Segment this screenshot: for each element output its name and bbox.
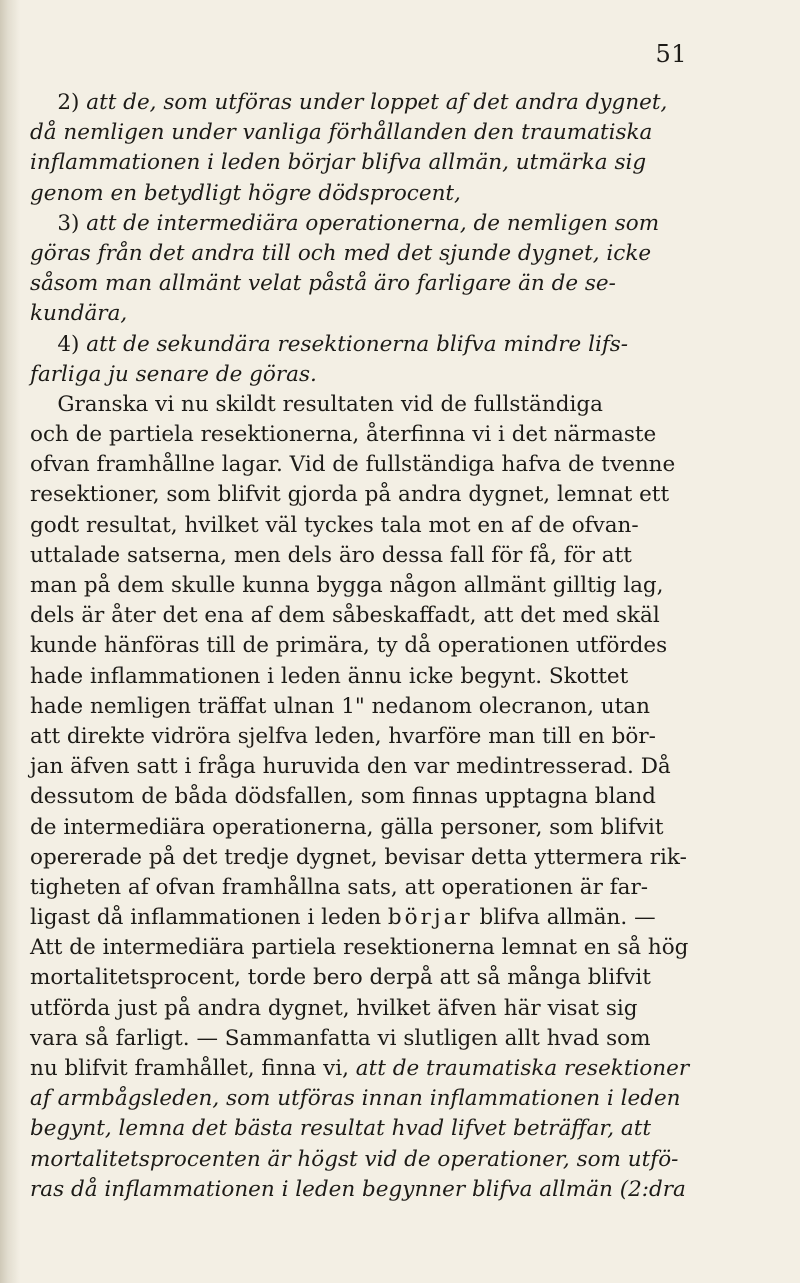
text-line bbox=[30, 601, 702, 631]
text-line bbox=[30, 1114, 702, 1144]
text-line bbox=[30, 662, 702, 692]
body-text bbox=[30, 88, 702, 1205]
text-segment: att direkte vidröra sjelfva leden, hvarföre man till en bör- bbox=[30, 723, 656, 749]
text-line bbox=[30, 420, 702, 450]
text-segment: mortalitetsprocenten är högst vid de operationer, som utfö- bbox=[30, 1146, 679, 1172]
text-segment: 3) bbox=[30, 210, 87, 236]
page-number: 51 bbox=[655, 40, 687, 68]
text-segment: tigheten af ofvan framhållna sats, att operationen är far- bbox=[30, 874, 649, 900]
text-line bbox=[30, 903, 702, 933]
text-line bbox=[30, 118, 702, 148]
text-line bbox=[30, 933, 702, 963]
text-line bbox=[30, 1054, 702, 1084]
text-segment: 2) bbox=[30, 90, 87, 115]
text-line bbox=[30, 571, 702, 601]
text-line bbox=[30, 813, 702, 843]
text-segment: såsom man allmänt velat påstå äro farligare än de se- bbox=[30, 271, 616, 297]
page-gutter-shadow bbox=[0, 0, 20, 1283]
text-line bbox=[30, 88, 702, 118]
text-segment: godt resultat, hvilket väl tyckes tala mot en af de ofvan- bbox=[30, 512, 639, 538]
text-segment: begynt, lemna det bästa resultat hvad lifvet beträffar, att bbox=[30, 1116, 652, 1142]
text-line bbox=[30, 722, 702, 752]
text-segment: vara så farligt. — Sammanfatta vi slutligen allt hvad som bbox=[30, 1025, 651, 1051]
text-segment: dels är åter det ena af dem såbeskaffadt, att det med skäl bbox=[30, 603, 660, 629]
text-segment: ras då inflammationen i leden begynner blifva allmän (2:dra bbox=[30, 1176, 686, 1202]
text-line bbox=[30, 511, 702, 541]
text-segment: nu blifvit framhållet, finna vi, bbox=[30, 1056, 356, 1081]
text-segment: mortalitetsprocent, torde bero derpå att så många blifvit bbox=[30, 965, 651, 991]
text-segment: uttalade satserna, men dels äro dessa fall för få, för att bbox=[30, 542, 632, 568]
text-segment: ofvan framhållne lagar. Vid de fullständiga hafva de tvenne bbox=[30, 452, 676, 478]
text-segment: jan äfven satt i fråga huruvida den var medintresserad. Då bbox=[30, 754, 671, 780]
text-line bbox=[30, 963, 702, 993]
text-line bbox=[30, 209, 702, 239]
text-line bbox=[30, 541, 702, 571]
text-line bbox=[30, 480, 702, 510]
text-segment: farliga ju senare de göras. bbox=[30, 361, 317, 387]
text-line bbox=[30, 752, 702, 782]
text-segment: att de intermediära operationerna, de nemligen som bbox=[86, 210, 660, 236]
text-line bbox=[30, 1024, 702, 1054]
text-line bbox=[30, 631, 702, 661]
text-segment: Att de intermediära partiela resektionerna lemnat en så hög bbox=[30, 935, 689, 961]
text-segment: blifva allmän. — bbox=[472, 905, 656, 931]
text-line bbox=[30, 994, 702, 1024]
text-segment: dessutom de båda dödsfallen, som finnas upptagna bland bbox=[30, 784, 656, 810]
text-segment: hade inflammationen i leden ännu icke begynt. Skottet bbox=[30, 663, 629, 689]
text-line bbox=[30, 360, 702, 390]
text-segment: man på dem skulle kunna bygga någon allmänt gilltig lag, bbox=[30, 573, 664, 598]
text-line bbox=[30, 390, 702, 420]
text-line bbox=[30, 330, 702, 360]
text-line bbox=[30, 299, 702, 329]
text-segment: resektioner, som blifvit gjorda på andra dygnet, lemnat ett bbox=[30, 482, 670, 508]
text-segment: ligast då inflammationen i leden bbox=[30, 905, 388, 931]
text-line bbox=[30, 1145, 702, 1175]
text-segment: genom en betydligt högre dödsprocent, bbox=[30, 180, 461, 206]
text-segment: opererade på det tredje dygnet, bevisar detta yttermera rik- bbox=[30, 844, 687, 870]
text-segment: då nemligen under vanliga förhållanden den traumatiska bbox=[30, 120, 653, 146]
text-segment: 4) bbox=[30, 331, 87, 357]
text-line bbox=[30, 1084, 702, 1114]
text-line bbox=[30, 873, 702, 903]
text-segment: kunde hänföras till de primära, ty då operationen utfördes bbox=[30, 633, 668, 659]
text-line bbox=[30, 269, 702, 299]
text-segment: göras från det andra till och med det sjunde dygnet, icke bbox=[30, 240, 652, 266]
text-segment: börjar bbox=[387, 905, 473, 931]
text-segment: att de, som utföras under loppet af det andra dygnet, bbox=[86, 90, 668, 115]
text-segment: och de partiela resektionerna, återfinna vi i det närmaste bbox=[30, 422, 657, 448]
text-line bbox=[30, 148, 702, 178]
text-line bbox=[30, 1175, 702, 1205]
text-segment: utförda just på andra dygnet, hvilket äfven här visat sig bbox=[30, 995, 638, 1021]
text-segment: kundära, bbox=[30, 301, 128, 327]
text-line bbox=[30, 450, 702, 480]
text-line bbox=[30, 692, 702, 722]
text-segment: af armbågsleden, som utföras innan inflammationen i leden bbox=[30, 1086, 681, 1112]
text-segment: hade nemligen träffat ulnan 1" nedanom olecranon, utan bbox=[30, 693, 650, 719]
text-line bbox=[30, 843, 702, 873]
text-line bbox=[30, 179, 702, 209]
text-segment: att de sekundära resektionerna blifva mindre lifs- bbox=[86, 331, 629, 357]
text-line bbox=[30, 239, 702, 269]
text-segment: att de traumatiska resektioner bbox=[355, 1056, 690, 1081]
text-segment: inflammationen i leden börjar blifva allmän, utmärka sig bbox=[30, 150, 647, 176]
text-segment: de intermediära operationerna, gälla personer, som blifvit bbox=[30, 814, 664, 840]
text-line bbox=[30, 782, 702, 812]
text-segment: Granska vi nu skildt resultaten vid de fullständiga bbox=[30, 391, 603, 417]
